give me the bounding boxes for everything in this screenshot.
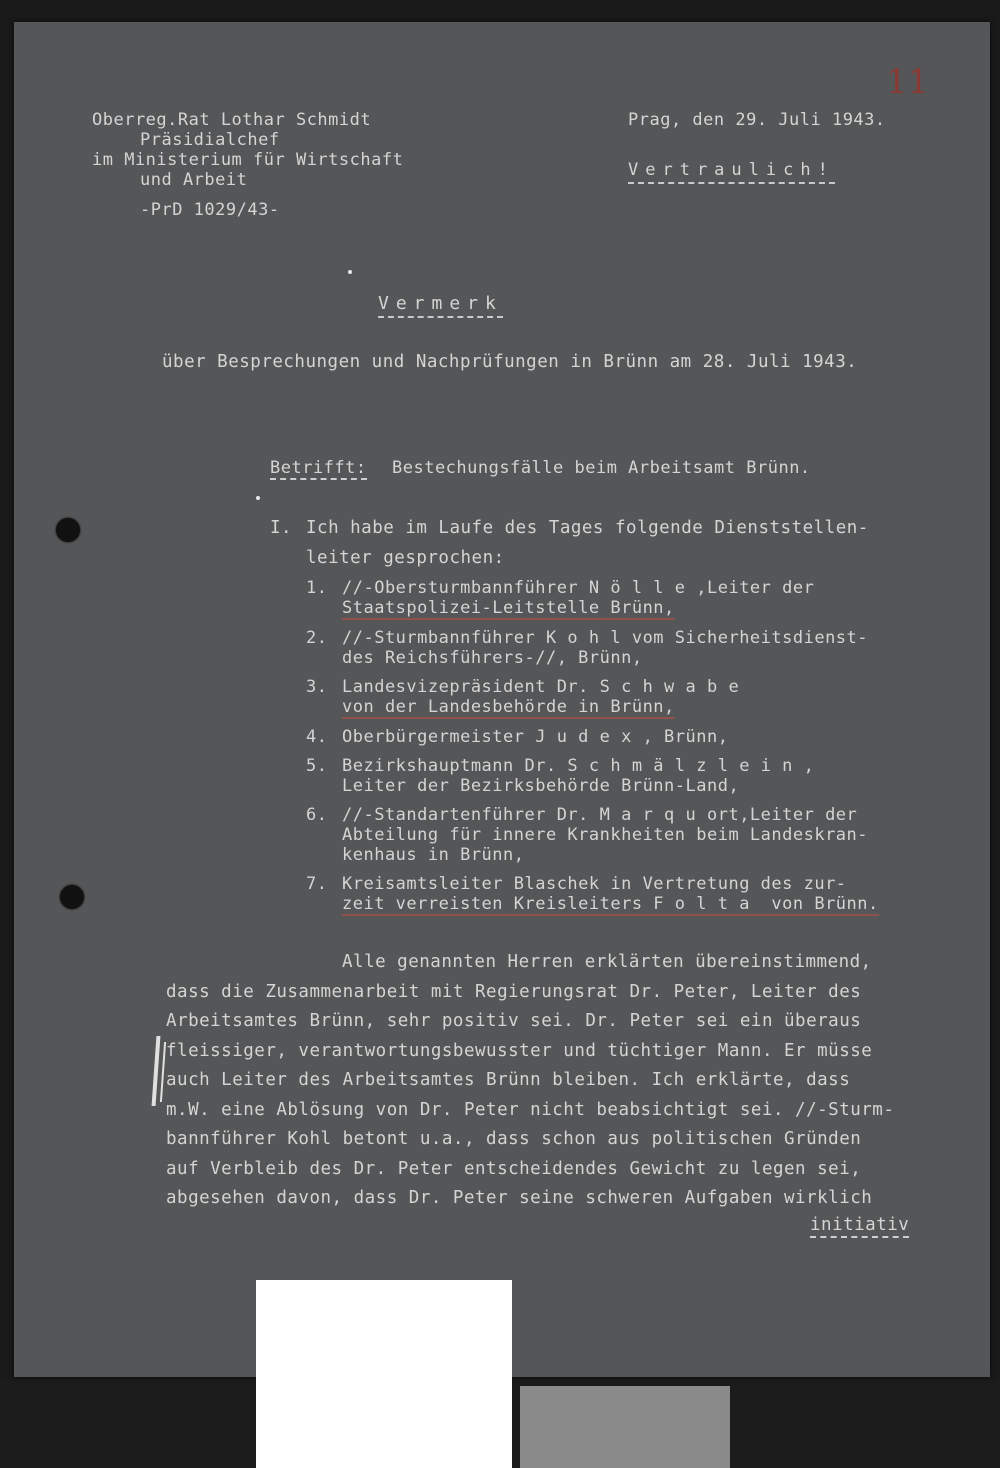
- dot-mark: [256, 496, 260, 500]
- place-date: Prag, den 29. Juli 1943.: [628, 110, 886, 130]
- paragraph-line: dass die Zusammenarbeit mit Regierungsrat Dr. Peter, Leiter des: [166, 982, 862, 1002]
- list-item-line: von der Landesbehörde in Brünn,: [342, 697, 675, 717]
- gray-card: [520, 1386, 730, 1468]
- sender-line-3: im Ministerium für Wirtschaft: [92, 150, 404, 170]
- document-page: [14, 22, 990, 1377]
- paragraph-line: auch Leiter des Arbeitsamtes Brünn bleiben. Ich erklärte, dass: [166, 1070, 851, 1090]
- list-item-line: Abteilung für innere Krankheiten beim Landeskran-: [342, 825, 869, 845]
- document-subtitle: über Besprechungen und Nachprüfungen in Brünn am 28. Juli 1943.: [162, 352, 858, 372]
- document-title: Vermerk: [378, 294, 503, 318]
- classification: Vertraulich!: [628, 160, 835, 184]
- white-card: [256, 1280, 512, 1468]
- sender-line-4: und Arbeit: [140, 170, 248, 190]
- paragraph-line: fleissiger, verantwortungsbewusster und tüchtiger Mann. Er müsse: [166, 1041, 873, 1061]
- list-item-line: //-Obersturmbannführer N ö l l e ,Leiter der: [342, 578, 815, 598]
- list-item-number: 7.: [306, 874, 328, 894]
- section-numeral: I.: [270, 518, 293, 538]
- paragraph-line: bannführer Kohl betont u.a., dass schon aus politischen Gründen: [166, 1129, 862, 1149]
- list-item-number: 5.: [306, 756, 328, 776]
- list-item-number: 6.: [306, 805, 328, 825]
- paragraph-line: auf Verbleib des Dr. Peter entscheidendes Gewicht zu legen sei,: [166, 1159, 862, 1179]
- paragraph-line: m.W. eine Ablösung von Dr. Peter nicht beabsichtigt sei. //-Sturm-: [166, 1100, 895, 1120]
- page-number-pencil: 11: [886, 62, 930, 102]
- section-intro-line-2: leiter gesprochen:: [306, 548, 505, 568]
- paragraph-line: abgesehen davon, dass Dr. Peter seine schweren Aufgaben wirklich: [166, 1188, 873, 1208]
- list-item-number: 2.: [306, 628, 328, 648]
- list-item-line: kenhaus in Brünn,: [342, 845, 525, 865]
- sender-line-1: Oberreg.Rat Lothar Schmidt: [92, 110, 372, 130]
- list-item-line: Leiter der Bezirksbehörde Brünn-Land,: [342, 776, 740, 796]
- list-item-number: 3.: [306, 677, 328, 697]
- list-item-line: Kreisamtsleiter Blaschek in Vertretung des zur-: [342, 874, 847, 894]
- reference-number: -PrD 1029/43-: [140, 200, 280, 220]
- punch-hole: [60, 885, 84, 909]
- list-item-line: //-Standartenführer Dr. M a r q u ort,Leiter der: [342, 805, 858, 825]
- section-intro-line-1: Ich habe im Laufe des Tages folgende Dienststellen-: [306, 518, 869, 538]
- dot-mark: [348, 270, 352, 274]
- list-item-line: Oberbürgermeister J u d e x , Brünn,: [342, 727, 729, 747]
- list-item-number: 1.: [306, 578, 328, 598]
- list-item-number: 4.: [306, 727, 328, 747]
- subject-text: Bestechungsfälle beim Arbeitsamt Brünn.: [392, 458, 811, 478]
- list-item-line: //-Sturmbannführer K o h l vom Sicherheitsdienst-: [342, 628, 869, 648]
- paragraph-line: Arbeitsamtes Brünn, sehr positiv sei. Dr. Peter sei ein überaus: [166, 1011, 862, 1031]
- catchword: initiativ: [810, 1214, 909, 1238]
- list-item-line: zeit verreisten Kreisleiters F o l t a von Brünn.: [342, 894, 879, 914]
- list-item-line: Bezirkshauptmann Dr. S c h m ä l z l e i n ,: [342, 756, 815, 776]
- paragraph-line: Alle genannten Herren erklärten übereinstimmend,: [342, 952, 872, 972]
- sender-line-2: Präsidialchef: [140, 130, 280, 150]
- subject-label: Betrifft:: [270, 458, 367, 478]
- punch-hole: [56, 518, 80, 542]
- list-item-line: des Reichsführers-//, Brünn,: [342, 648, 643, 668]
- list-item-line: Landesvizepräsident Dr. S c h w a b e: [342, 677, 740, 697]
- list-item-line: Staatspolizei-Leitstelle Brünn,: [342, 598, 675, 618]
